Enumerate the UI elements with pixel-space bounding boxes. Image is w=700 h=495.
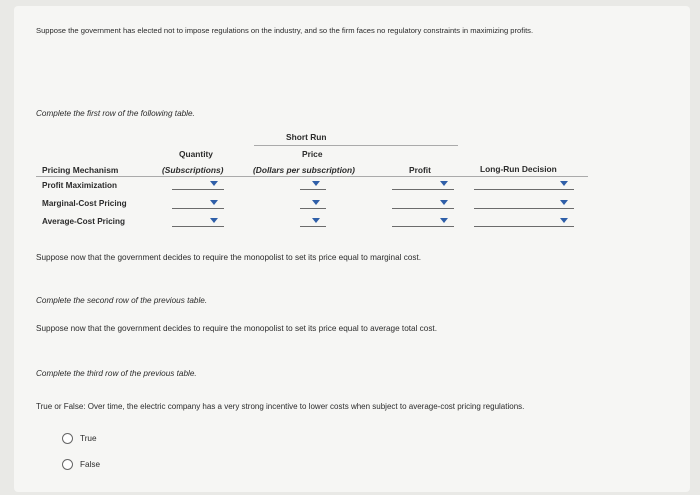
header-profit: Profit bbox=[409, 165, 431, 175]
paragraph-average-cost: Suppose now that the government decides to require the monopolist to set its price equal to average total cost. bbox=[36, 324, 437, 333]
chevron-down-icon bbox=[210, 200, 218, 205]
header-short-run-line bbox=[254, 145, 458, 146]
quantity-dropdown-row3[interactable] bbox=[172, 215, 224, 227]
header-short-run: Short Run bbox=[286, 132, 327, 142]
quantity-dropdown-row2[interactable] bbox=[172, 197, 224, 209]
chevron-down-icon bbox=[312, 181, 320, 186]
price-dropdown-row3[interactable] bbox=[300, 215, 326, 227]
header-bottom-line bbox=[36, 176, 588, 177]
chevron-down-icon bbox=[210, 218, 218, 223]
profit-dropdown-row1[interactable] bbox=[392, 178, 454, 190]
true-false-question: True or False: Over time, the electric company has a very strong incentive to lower costs when subject to average-cost pricing regulations. bbox=[36, 402, 525, 411]
chevron-down-icon bbox=[440, 218, 448, 223]
radio-true[interactable] bbox=[62, 433, 73, 444]
long-run-dropdown-row3[interactable] bbox=[474, 215, 574, 227]
instruction-first-row: Complete the first row of the following table. bbox=[36, 109, 195, 118]
question-page bbox=[14, 6, 690, 492]
header-price: Price bbox=[302, 149, 323, 159]
option-false-label: False bbox=[80, 460, 101, 469]
instruction-third-row: Complete the third row of the previous table. bbox=[36, 369, 197, 378]
long-run-dropdown-row1[interactable] bbox=[474, 178, 574, 190]
chevron-down-icon bbox=[312, 200, 320, 205]
header-quantity-unit: (Subscriptions) bbox=[162, 165, 224, 175]
chevron-down-icon bbox=[560, 181, 568, 186]
quantity-dropdown-row1[interactable] bbox=[172, 178, 224, 190]
chevron-down-icon bbox=[440, 181, 448, 186]
radio-false[interactable] bbox=[62, 459, 73, 470]
chevron-down-icon bbox=[560, 218, 568, 223]
header-price-unit: (Dollars per subscription) bbox=[253, 165, 355, 175]
chevron-down-icon bbox=[210, 181, 218, 186]
option-true-label: True bbox=[80, 434, 97, 443]
profit-dropdown-row2[interactable] bbox=[392, 197, 454, 209]
price-dropdown-row2[interactable] bbox=[300, 197, 326, 209]
header-long-run-decision: Long-Run Decision bbox=[480, 164, 557, 174]
chevron-down-icon bbox=[560, 200, 568, 205]
header-pricing-mechanism: Pricing Mechanism bbox=[42, 165, 119, 175]
chevron-down-icon bbox=[312, 218, 320, 223]
header-quantity: Quantity bbox=[179, 149, 213, 159]
long-run-dropdown-row2[interactable] bbox=[474, 197, 574, 209]
profit-dropdown-row3[interactable] bbox=[392, 215, 454, 227]
paragraph-marginal-cost: Suppose now that the government decides to require the monopolist to set its price equal to marginal cost. bbox=[36, 253, 422, 262]
row-label-average-cost-pricing: Average-Cost Pricing bbox=[42, 217, 125, 226]
instruction-second-row: Complete the second row of the previous table. bbox=[36, 296, 208, 305]
chevron-down-icon bbox=[440, 200, 448, 205]
price-dropdown-row1[interactable] bbox=[300, 178, 326, 190]
intro-text: Suppose the government has elected not to impose regulations on the industry, and so the firm faces no regulatory constraints in maximizing profits. bbox=[36, 26, 534, 35]
row-label-marginal-cost-pricing: Marginal-Cost Pricing bbox=[42, 199, 127, 208]
row-label-profit-maximization: Profit Maximization bbox=[42, 181, 118, 190]
